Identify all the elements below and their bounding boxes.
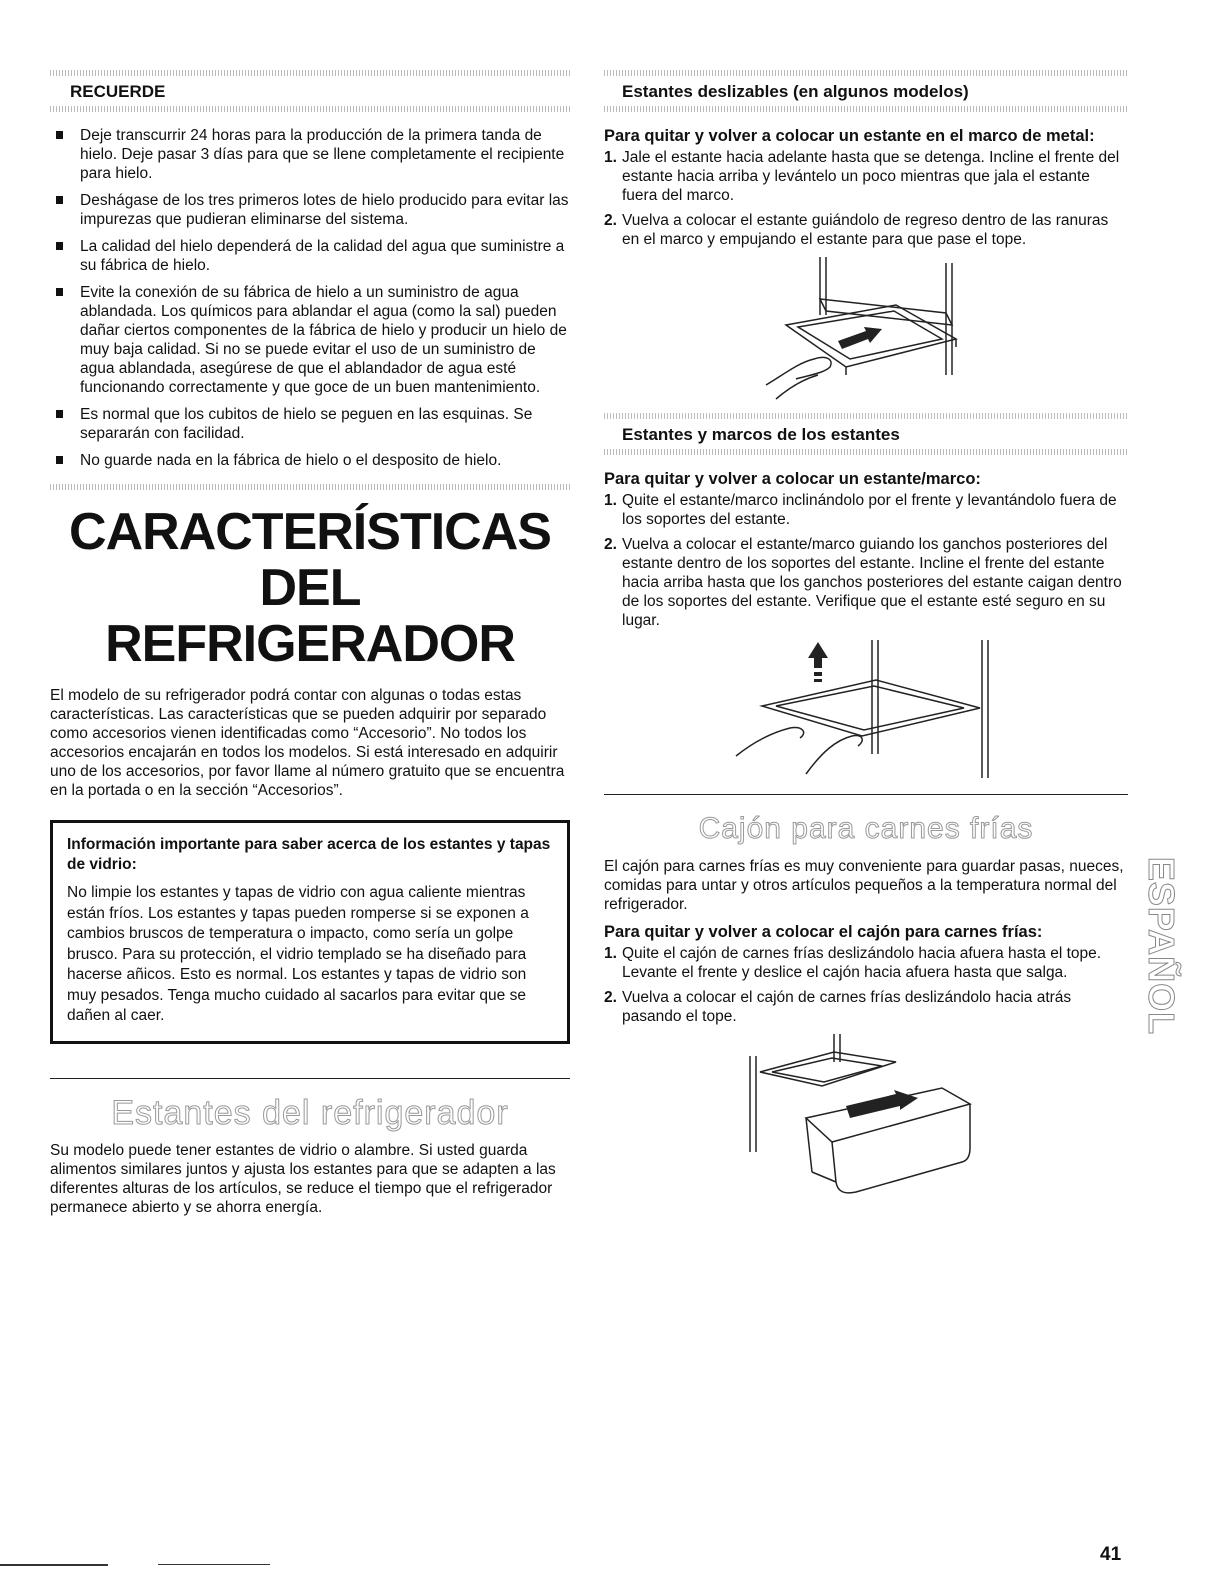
step-number: 2. <box>604 212 617 229</box>
list-item: La calidad del hielo dependerá de la calidad del agua que suministre a su fábrica de hielo. <box>50 237 570 275</box>
meat-drawer-title: Cajón para carnes frías <box>698 812 1034 845</box>
shelves-body: Su modelo puede tener estantes de vidrio o alambre. Si usted guarda alimentos similares juntos y ajusta los estantes para que se adapten a las diferentes alturas de los artículos, se reduce el tiempo que el refrigerador permanece abierto y se ahorra energía. <box>50 1141 556 1216</box>
sliding-heading: Estantes deslizables (en algunos modelos) <box>622 82 969 101</box>
footer-line <box>0 1564 108 1566</box>
step-number: 2. <box>604 989 617 1006</box>
sliding-steps <box>604 148 1128 249</box>
right-column <box>604 70 1128 1202</box>
meat-drawer-body: El cajón para carnes frías es muy conveniente para guardar pasas, nueces, comidas para untar y otros artículos pequeños a la temperatura normal del refrigerador. <box>604 858 1124 913</box>
features-intro: El modelo de su refrigerador podrá contar con algunas o todas estas características. Las características que se pueden adquirir por separado como accesorios vienen identificadas como “Accesorio”. No todos los accesorios encajarán en todos los modelos. Si está interesado en adquirir uno de los accesorios, por favor llame al número gratuito que se encuentra en la portada o en la sección “Accesorios”. <box>50 687 565 799</box>
shelves-title: Estantes del refrigerador <box>111 1093 509 1132</box>
list-item <box>604 491 1128 529</box>
frames-heading: Estantes y marcos de los estantes <box>622 425 900 444</box>
page-number: 41 <box>1100 1544 1122 1565</box>
dotted-divider <box>50 484 570 490</box>
dotted-divider <box>604 449 1128 455</box>
features-title-line1: CARACTERÍSTICAS DEL <box>69 503 551 617</box>
glass-notice-box <box>50 820 570 1044</box>
list-item <box>604 148 1128 205</box>
section-rule <box>604 794 1128 795</box>
list-item <box>604 944 1128 982</box>
step-text: Vuelva a colocar el estante/marco guiando los ganchos posteriores del estante dentro de los soportes del estante. Incline el frente del estante hacia arriba hasta que los ganchos posteriores del estante caigan dentro de los soportes del estante. Verifique que el estante esté seguro en su lugar. <box>622 536 1122 629</box>
notice-title: Información importante para saber acerca de los estantes y tapas de vidrio: <box>67 836 551 873</box>
recuerde-heading: RECUERDE <box>70 82 166 101</box>
list-item <box>604 211 1128 249</box>
frames-steps <box>604 491 1128 630</box>
list-item: Deje transcurrir 24 horas para la producción de la primera tanda de hielo. Deje pasar 3 días para que se llene completamente el recipiente para hielo. <box>50 126 570 183</box>
list-item <box>604 535 1128 630</box>
list-item <box>604 988 1128 1026</box>
step-number: 1. <box>604 149 617 166</box>
frames-subhead: Para quitar y volver a colocar un estante/marco: <box>604 470 981 488</box>
list-item: No guarde nada en la fábrica de hielo o el desposito de hielo. <box>50 451 570 470</box>
meat-drawer-illustration <box>746 1032 986 1202</box>
step-text: Vuelva a colocar el cajón de carnes frías deslizándolo hacia atrás pasando el tope. <box>622 989 1072 1025</box>
recuerde-list <box>50 126 570 470</box>
step-text: Vuelva a colocar el estante guiándolo de regreso dentro de las ranuras en el marco y empujando el estante para que pase el tope. <box>622 212 1109 248</box>
meat-drawer-steps <box>604 944 1128 1026</box>
step-number: 2. <box>604 536 617 553</box>
notice-body: No limpie los estantes y tapas de vidrio con agua caliente mientras están fríos. Los estantes y tapas pueden romperse si se exponen a cambios bruscos de temperatura o impacto, como sería un golpe brusco. Para su protección, el vidrio templado se ha diseñado para hacerse añicos. Esto es normal. Los estantes y tapas de vidrio son muy pesados. Tenga mucho cuidado al sacarlos para evitar que se dañen al caer. <box>67 884 529 1024</box>
step-text: Jale el estante hacia adelante hasta que se detenga. Incline el frente del estante hacia arriba y levántelo un poco mientras que jala el estante fuera del marco. <box>622 149 1120 204</box>
sliding-shelf-illustration <box>746 255 986 405</box>
list-item: Evite la conexión de su fábrica de hielo a un suministro de agua ablandada. Los químicos para ablandar el agua (como la sal) pueden dañar ciertos componentes de la fábrica de hielo y producir un hielo de muy baja calidad. Si no se puede evitar el uso de un suministro de agua ablandada, asegúrese de que el ablandador de agua esté funcionando correctamente y que goce de un buen mantenimiento. <box>50 283 570 397</box>
sliding-subhead: Para quitar y volver a colocar un estante en el marco de metal: <box>604 127 1095 145</box>
section-rule <box>50 1078 570 1079</box>
step-text: Quite el estante/marco inclinándolo por el frente y levantándolo fuera de los soportes del estante. <box>622 492 1117 528</box>
features-title <box>50 504 570 672</box>
left-column <box>50 70 570 1217</box>
list-item: Deshágase de los tres primeros lotes de hielo producido para evitar las impurezas que pudieran eliminarse del sistema. <box>50 191 570 229</box>
step-number: 1. <box>604 945 617 962</box>
features-title-line2: REFRIGERADOR <box>105 615 515 673</box>
footer-line <box>158 1564 270 1565</box>
side-tab-label: ESPAÑOL <box>1141 856 1182 1035</box>
list-item: Es normal que los cubitos de hielo se peguen en las esquinas. Se separarán con facilidad. <box>50 405 570 443</box>
meat-drawer-subhead: Para quitar y volver a colocar el cajón para carnes frías: <box>604 923 1043 941</box>
step-text: Quite el cajón de carnes frías deslizándolo hacia afuera hasta el tope. Levante el frente y deslice el cajón hacia afuera hasta que salga. <box>622 945 1102 981</box>
shelf-frame-illustration <box>726 636 1006 786</box>
dotted-divider <box>604 106 1128 112</box>
dotted-divider <box>50 106 570 112</box>
language-side-tab <box>1141 818 1182 1073</box>
step-number: 1. <box>604 492 617 509</box>
